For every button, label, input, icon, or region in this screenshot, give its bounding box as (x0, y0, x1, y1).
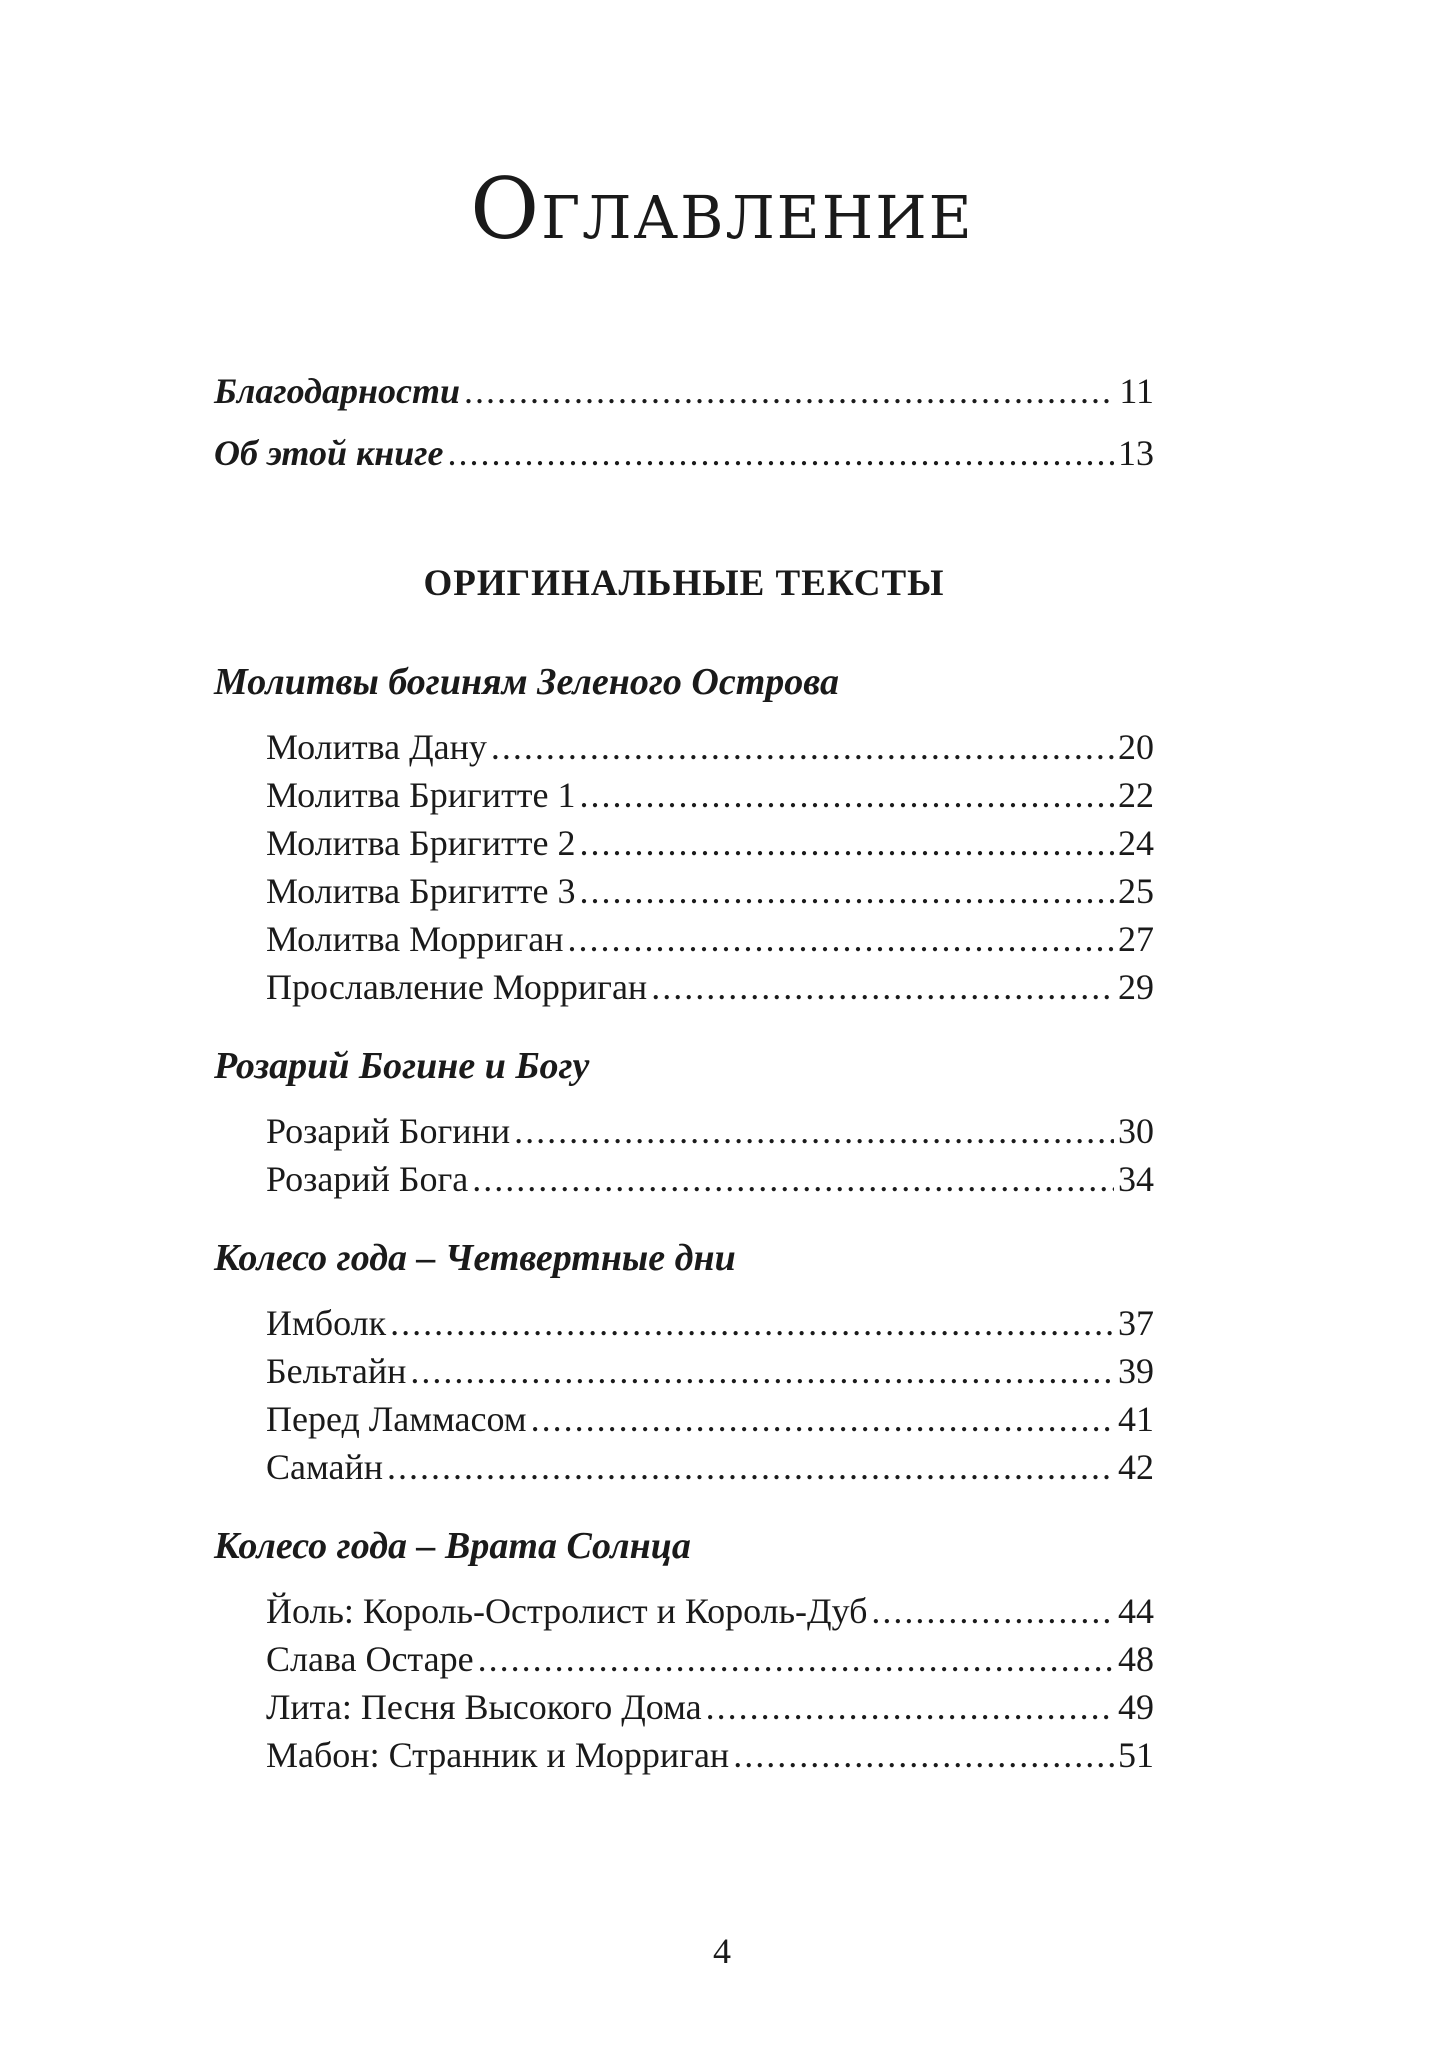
toc-entry-label: Йоль: Король-Остролист и Король-Дуб (266, 1591, 868, 1631)
toc-entry-label: Розарий Бога (266, 1159, 469, 1199)
table-of-contents (214, 360, 1154, 1809)
dot-leader (580, 867, 1114, 915)
dot-leader (531, 1395, 1114, 1443)
toc-entry-label: Об этой книге (214, 433, 444, 473)
toc-entry (214, 1107, 1154, 1155)
page-number: 4 (713, 1931, 731, 1971)
dot-leader (387, 1443, 1114, 1491)
toc-entry-label: Мабон: Странник и Морриган (266, 1735, 730, 1775)
dot-leader (390, 1299, 1114, 1347)
toc-entry-label: Самайн (266, 1447, 384, 1487)
toc-entry-label: Бельтайн (266, 1351, 407, 1391)
toc-entry-page: 41 (1118, 1399, 1154, 1439)
toc-entry-label: Молитва Бригитте 3 (266, 871, 576, 911)
toc-entry (214, 1443, 1154, 1491)
toc-entry-about-book (214, 422, 1154, 484)
dot-leader (580, 771, 1114, 819)
dot-leader (568, 915, 1115, 963)
toc-entry-label: Молитва Морриган (266, 919, 564, 959)
toc-entry-page: 34 (1118, 1159, 1154, 1199)
toc-section (214, 1233, 1154, 1491)
toc-entry-label: Молитва Бригитте 2 (266, 823, 576, 863)
toc-entry-acknowledgements (214, 360, 1154, 422)
toc-entry (214, 1731, 1154, 1779)
toc-entry-page: 48 (1118, 1639, 1154, 1679)
toc-section (214, 1521, 1154, 1779)
toc-entry-page: 22 (1118, 775, 1154, 815)
dot-leader (706, 1683, 1114, 1731)
toc-entry (214, 1587, 1154, 1635)
dot-leader (448, 422, 1115, 484)
section-title: Колесо года – Врата Солнца (214, 1525, 691, 1567)
toc-entry (214, 819, 1154, 867)
toc-entry-page: 30 (1118, 1111, 1154, 1151)
section-title: Колесо года – Четвертные дни (214, 1237, 736, 1279)
toc-entry-page: 13 (1118, 433, 1154, 473)
toc-entry-page: 49 (1118, 1687, 1154, 1727)
dot-leader (871, 1587, 1114, 1635)
toc-entry-label: Перед Ламмасом (266, 1399, 527, 1439)
dot-leader (733, 1731, 1114, 1779)
toc-entry-page: 42 (1118, 1447, 1154, 1487)
toc-entry-label: Лита: Песня Высокого Дома (266, 1687, 702, 1727)
toc-entry (214, 963, 1154, 1011)
dot-leader (478, 1635, 1114, 1683)
dot-leader (580, 819, 1114, 867)
dot-leader (472, 1155, 1114, 1203)
toc-entry (214, 1155, 1154, 1203)
toc-entry-page: 37 (1118, 1303, 1154, 1343)
dot-leader (651, 963, 1114, 1011)
toc-entry-label: Слава Остаре (266, 1639, 474, 1679)
toc-entry (214, 1683, 1154, 1731)
toc-entry-page: 20 (1118, 727, 1154, 767)
toc-entry-page: 11 (1119, 371, 1154, 411)
toc-entry (214, 771, 1154, 819)
toc-entry-label: Имболк (266, 1303, 387, 1343)
dot-leader (514, 1107, 1114, 1155)
toc-entry (214, 1395, 1154, 1443)
page-title: Оглавление (470, 160, 974, 258)
toc-entry-label: Благодарности (214, 371, 461, 411)
toc-entry-label: Розарий Богини (266, 1111, 511, 1151)
toc-section (214, 1041, 1154, 1203)
part-heading: ОРИГИНАЛЬНЫЕ ТЕКСТЫ (423, 563, 945, 604)
toc-section (214, 657, 1154, 1011)
toc-entry (214, 1635, 1154, 1683)
toc-entry (214, 915, 1154, 963)
toc-entry-page: 44 (1118, 1591, 1154, 1631)
toc-entry-label: Прославление Морриган (266, 967, 648, 1007)
toc-entry-page: 39 (1118, 1351, 1154, 1391)
toc-entry (214, 1299, 1154, 1347)
toc-entry (214, 867, 1154, 915)
section-title: Розарий Богине и Богу (214, 1045, 590, 1087)
dot-leader (491, 723, 1114, 771)
toc-entry-label: Молитва Бригитте 1 (266, 775, 576, 815)
dot-leader (410, 1347, 1114, 1395)
dot-leader (464, 360, 1115, 422)
toc-entry-page: 25 (1118, 871, 1154, 911)
toc-entry-page: 27 (1118, 919, 1154, 959)
toc-entry-label: Молитва Дану (266, 727, 487, 767)
toc-entry-page: 24 (1118, 823, 1154, 863)
toc-entry (214, 723, 1154, 771)
toc-entry (214, 1347, 1154, 1395)
toc-entry-page: 29 (1118, 967, 1154, 1007)
section-title: Молитвы богиням Зеленого Острова (214, 661, 839, 703)
toc-entry-page: 51 (1118, 1735, 1154, 1775)
